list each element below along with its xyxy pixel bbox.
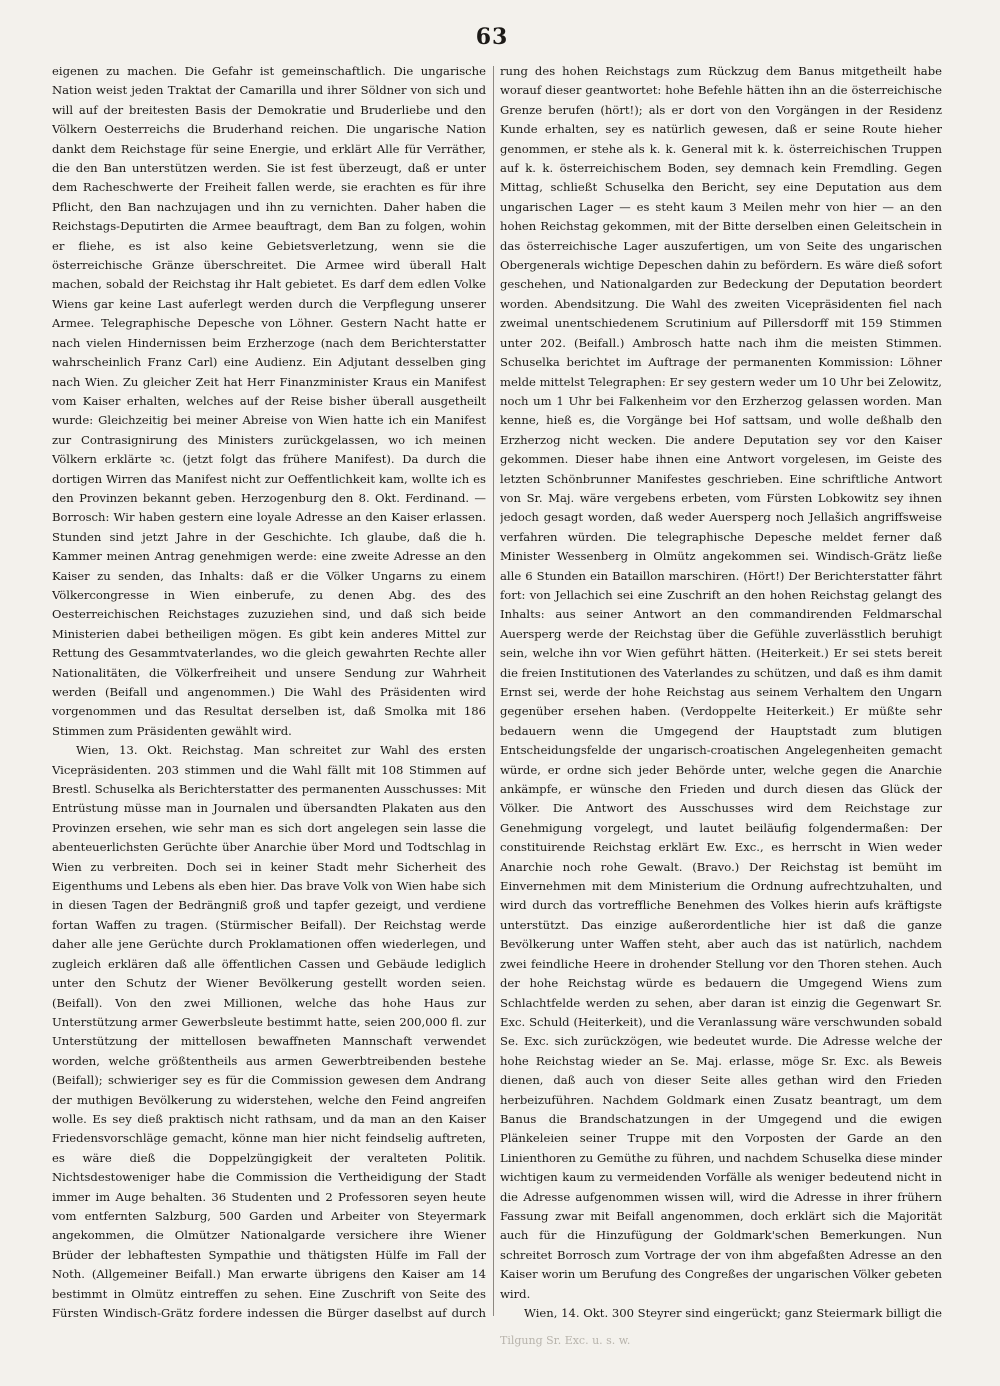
page-number: 63 (475, 24, 509, 50)
left-paragraph-1: eigenen zu machen. Die Gefahr ist gemeinschaftlich. Die ungarische Nation weist jeden Traktat der Camarilla und ihrer Söldner von sich und will auf der breitesten Basis der Demokratie und Bruderliebe und den Völkern Oesterreichs die Bruderhand reichen. Die ungarische Nation dankt dem Reichstage für seine Energie, und erklärt Alle für Verräther, die den Ban unterstützen werden. Sie ist fest überzeugt, daß er unter dem Racheschwerte der Freiheit fallen werde, sie erachten es für ihre Pflicht, den Ban nachzujagen und ihn zu vernichten. Daher haben die Reichstags-Deputirten die Armee beauftragt, dem Ban zu folgen, wohin er fliehe, es ist also keine Gebietsverletzung, wenn sie die österreichische Gränze überschreitet. Die Armee wird überall Halt machen, sobald der Reichstag ihr Halt gebietet. Es darf dem edlen Volke Wiens gar keine Last auferlegt werden durch die Verpflegung unserer Armee. Telegraphische Depesche von Löhner. Gestern Nacht hatte er nach vielen Hindernissen beim Erzherzoge (nach dem Berichterstatter wahrscheinlich Franz Carl) eine Audienz. Ein Adjutant desselben ging nach Wien. Zu gleicher Zeit hat Herr Finanzminister Kraus ein Manifest vom Kaiser erhalten, welches auf der Reise bisher überall ausgetheilt wurde: Gleichzeitig bei meiner Abreise von Wien hatte ich ein Manifest zur Contrasignirung des Ministers zurückgelassen, wo ich meinen Völkern erklärte ꝛc. (jetzt folgt das frühere Manifest). Da durch die dortigen Wirren das Manifest nicht zur Oeffentlichkeit kam, wollte ich es den Provinzen bekannt geben. Herzogenburg den 8. Okt. Ferdinand. — Borrosch: Wir haben gestern eine loyale Adresse an den Kaiser erlassen. Stunden sind jetzt Jahre in der Geschichte. Ich glaube, daß die h. Kammer meinen Antrag genehmigen werde: eine zweite Adresse an den Kaiser zu senden, das Inhalts: daß er die Völker Ungarns zu einem Völkercongresse in Wien einberufe, zu denen Abg. des des Oesterreichischen Reichstages zuzuziehen sind, und daß sich beide Ministerien dabei betheiligen mögen. Es gibt kein anderes Mittel zur Rettung des Gesammtvaterlandes, wo die gleich gewahrten Rechte aller Nationalitäten, die Völkerfreiheit und unsere Sendung zur Wahrheit werden (Beifall und angenommen.) Die Wahl des Präsidenten wird vorgenommen und das Resultat derselben ist, daß Smolka mit 186 Stimmen zum Präsidenten gewählt wird. (52, 64, 486, 738)
right-column (500, 62, 942, 1322)
left-paragraph-2: Wien, 13. Okt. Reichstag. Man schreitet zur Wahl des ersten Vicepräsidenten. 203 stimmen und die Wahl fällt mit 108 Stimmen auf Brestl. Schuselka als Berichterstatter des permanenten Ausschusses: Mit Entrüstung müsse man in Journalen und übersandten Plakaten aus den Provinzen ersehen, wie sehr man es sich dort angelegen sein lasse die abenteuerlichsten Gerüchte über Anarchie über Mord und Todtschlag in Wien zu verbreiten. Doch sei in keiner Stadt mehr Sicherheit des Eigenthums und Lebens als eben hier. Das brave Volk von Wien habe sich in diesen Tagen der Bedrängniß groß und tapfer gezeigt, und verdiene fortan Waffen zu tragen. (Stürmischer Beifall). Der Reichstag werde daher alle jene Gerüchte durch Proklamationen offen wiederlegen, und zugleich erklären daß alle öffentlichen Cassen und Gebäude lediglich unter den Schutz der Wiener Bevölkerung gestellt worden seien. (Beifall). Von den zwei Millionen, welche das hohe Haus zur Unterstützung armer Gewerbsleute bestimmt hatte, seien 200,000 fl. zur Unterstützung der mittellosen bewaffneten Mannschaft verwendet worden, welche größtentheils aus armen Gewerbtreibenden bestehe (Beifall); schwieriger sey es für die Commission gewesen dem Andrang der muthigen Bevölkerung zu widerstehen, welche den Feind angreifen wolle. Es sey dieß praktisch nicht rathsam, und da man an den Kaiser Friedensvorschläge gemacht, könne man hier nicht feindselig auftreten, es wäre dieß die Doppelzüngigkeit der veralteten Politik. Nichtsdestoweniger habe die Commission die Vertheidigung der Stadt immer im Auge behalten. 36 Studenten und 2 Professoren seyen heute vom entfernten Salzburg, 500 Garden und Arbeiter von Steyermark angekommen, die Olmützer Nationalgarde versichere ihre Wiener Brüder der lebhaftesten Sympathie und thätigsten Hülfe im Fall der Noth. (Allgemeiner Beifall.) Man erwarte übrigens den Kaiser am 14 bestimmt in Olmütz eintreffen zu sehen. Eine Zuschrift von Seite des Fürsten Windisch-Grätz fordere indessen die Bürger daselbst auf durch (52, 743, 486, 1320)
left-column (52, 62, 486, 1322)
right-paragraph-2: Wien, 14. Okt. 300 Steyrer sind eingerückt; ganz Steiermark billigt die (524, 1306, 942, 1320)
show-through-text: Tilgung Sr. Exc. u. s. w. (500, 1334, 631, 1347)
column-divider (493, 66, 494, 1316)
right-paragraph-1: rung des hohen Reichstags zum Rückzug dem Banus mitgetheilt habe worauf dieser geantwortet: hohe Befehle hätten ihn an die österreichische Grenze berufen (hört!); als er dort von den Vorgängen in der Residenz Kunde erhalten, sey es natürlich gewesen, daß er seine Route hieher genommen, er stehe als k. k. General mit k. k. österreichischen Truppen auf k. k. österreichischem Boden, sey demnach kein Fremdling. Gegen Mittag, schließt Schuselka den Bericht, sey eine Deputation aus dem ungarischen Lager — es steht kaum 3 Meilen mehr von hier — an den hohen Reichstag gekommen, mit der Bitte derselben einen Geleitschein in das österreichische Lager auszufertigen, um von Seite des ungarischen Obergenerals wichtige Depeschen dahin zu befördern. Es wäre dieß sofort geschehen, und Nationalgarden zur Bedeckung der Deputation beordert worden. Abendsitzung. Die Wahl des zweiten Vicepräsidenten fiel nach zweimal unentschiedenem Scrutinium auf Pillersdorff mit 159 Stimmen unter 202. (Beifall.) Ambrosch hatte nach ihm die meisten Stimmen. Schuselka berichtet im Auftrage der permanenten Kommission: Löhner melde mittelst Telegraphen: Er sey gestern weder um 10 Uhr bei Zelowitz, noch um 1 Uhr bei Falkenheim vor den Erzherzog gelassen worden. Man kenne, hieß es, die Vorgänge bei Hof sattsam, und wolle deßhalb den Erzherzog nicht wecken. Die andere Deputation sey vor den Kaiser gekommen. Dieser habe ihnen eine Antwort vorgelesen, im Geiste des letzten Schönbrunner Manifestes geschrieben. Eine schriftliche Antwort von Sr. Maj. wäre vergebens erbeten, vom Fürsten Lobkowitz sey ihnen jedoch gesagt worden, daß weder Auersperg noch Jellašich angriffsweise verfahren würden. Die telegraphische Depesche meldet ferner daß Minister Wessenberg in Olmütz angekommen sei. Windisch-Grätz ließe alle 6 Stunden ein Bataillon marschiren. (Hört!) Der Berichterstatter fährt fort: von Jellachich sei eine Zuschrift an den hohen Reichstag gelangt des Inhalts: aus seiner Antwort an den commandirenden Feldmarschal Auersperg werde der Reichstag über die Gefühle zuverlässtlich beruhigt sein, welche ihn vor Wien geführt hätten. (Heiterkeit.) Er sei stets bereit die freien Institutionen des Vaterlandes zu schützen, und daß es ihm damit Ernst sei, werde der hohe Reichstag aus seinem Verhaltem den Ungarn gegenüber ersehen haben. (Verdoppelte Heiterkeit.) Er müßte sehr bedauern wenn die Umgegend der Hauptstadt zum blutigen Entscheidungsfelde der ungarisch-croatischen Angelegenheiten gemacht würde, er ordne sich jeder Behörde unter, welche gegen die Anarchie ankämpfe, er wünsche den Frieden und durch diesen das Glück der Völker. Die Antwort des Ausschusses wird dem Reichstage zur Genehmigung vorgelegt, und lautet beiläufig folgendermaßen: Der constituirende Reichstag erklärt Ew. Exc., es herrscht in Wien weder Anarchie noch rohe Gewalt. (Bravo.) Der Reichstag ist bemüht im Einvernehmen mit dem Ministerium die Ordnung aufrechtzuhalten, und wird durch das vortreffliche Benehmen des Volkes hierin aufs kräftigste unterstützt. Das einzige außerordentliche hier ist daß die ganze Bevölkerung unter Waffen steht, aber auch das ist natürlich, nachdem zwei feindliche Heere in drohender Stellung vor den Thoren stehen. Auch der hohe Reichstag würde es bedauern die Umgegend Wiens zum Schlachtfelde werden zu sehen, aber daran ist einzig die Gegenwart Sr. Exc. Schuld (Heiterkeit), und die Veranlassung wäre verschwunden sobald Se. Exc. sich zurückzögen, wie bedeutet wurde. Die Adresse welche der hohe Reichstag wieder an Se. Maj. erlasse, möge Sr. Exc. als Beweis dienen, daß auch von dieser Seite alles gethan wird den Frieden herbeizuführen. Nachdem Goldmark einen Zusatz beantragt, um dem Banus die Brandschatzungen in der Umgegend und die ewigen Plänkeleien seiner Truppe mit den Vorposten der Garde an den Linienthoren zu Gemüthe zu führen, und nachdem Schuselka diese minder wichtigen kaum zu vermeidenden Vorfälle als weniger bedeutend nicht in die Adresse aufgenommen wissen will, wird die Adresse in ihrer frühern Fassung zwar mit Beifall angenommen, doch erklärt sich die Majorität auch für die Hinzufügung der Goldmark'schen Bemerkungen. Nun schreitet Borrosch zum Vortrage der von ihm abgefaßten Adresse an den Kaiser worin um Berufung des Congreßes der ungarischen Völker gebeten wird. (500, 64, 942, 1301)
